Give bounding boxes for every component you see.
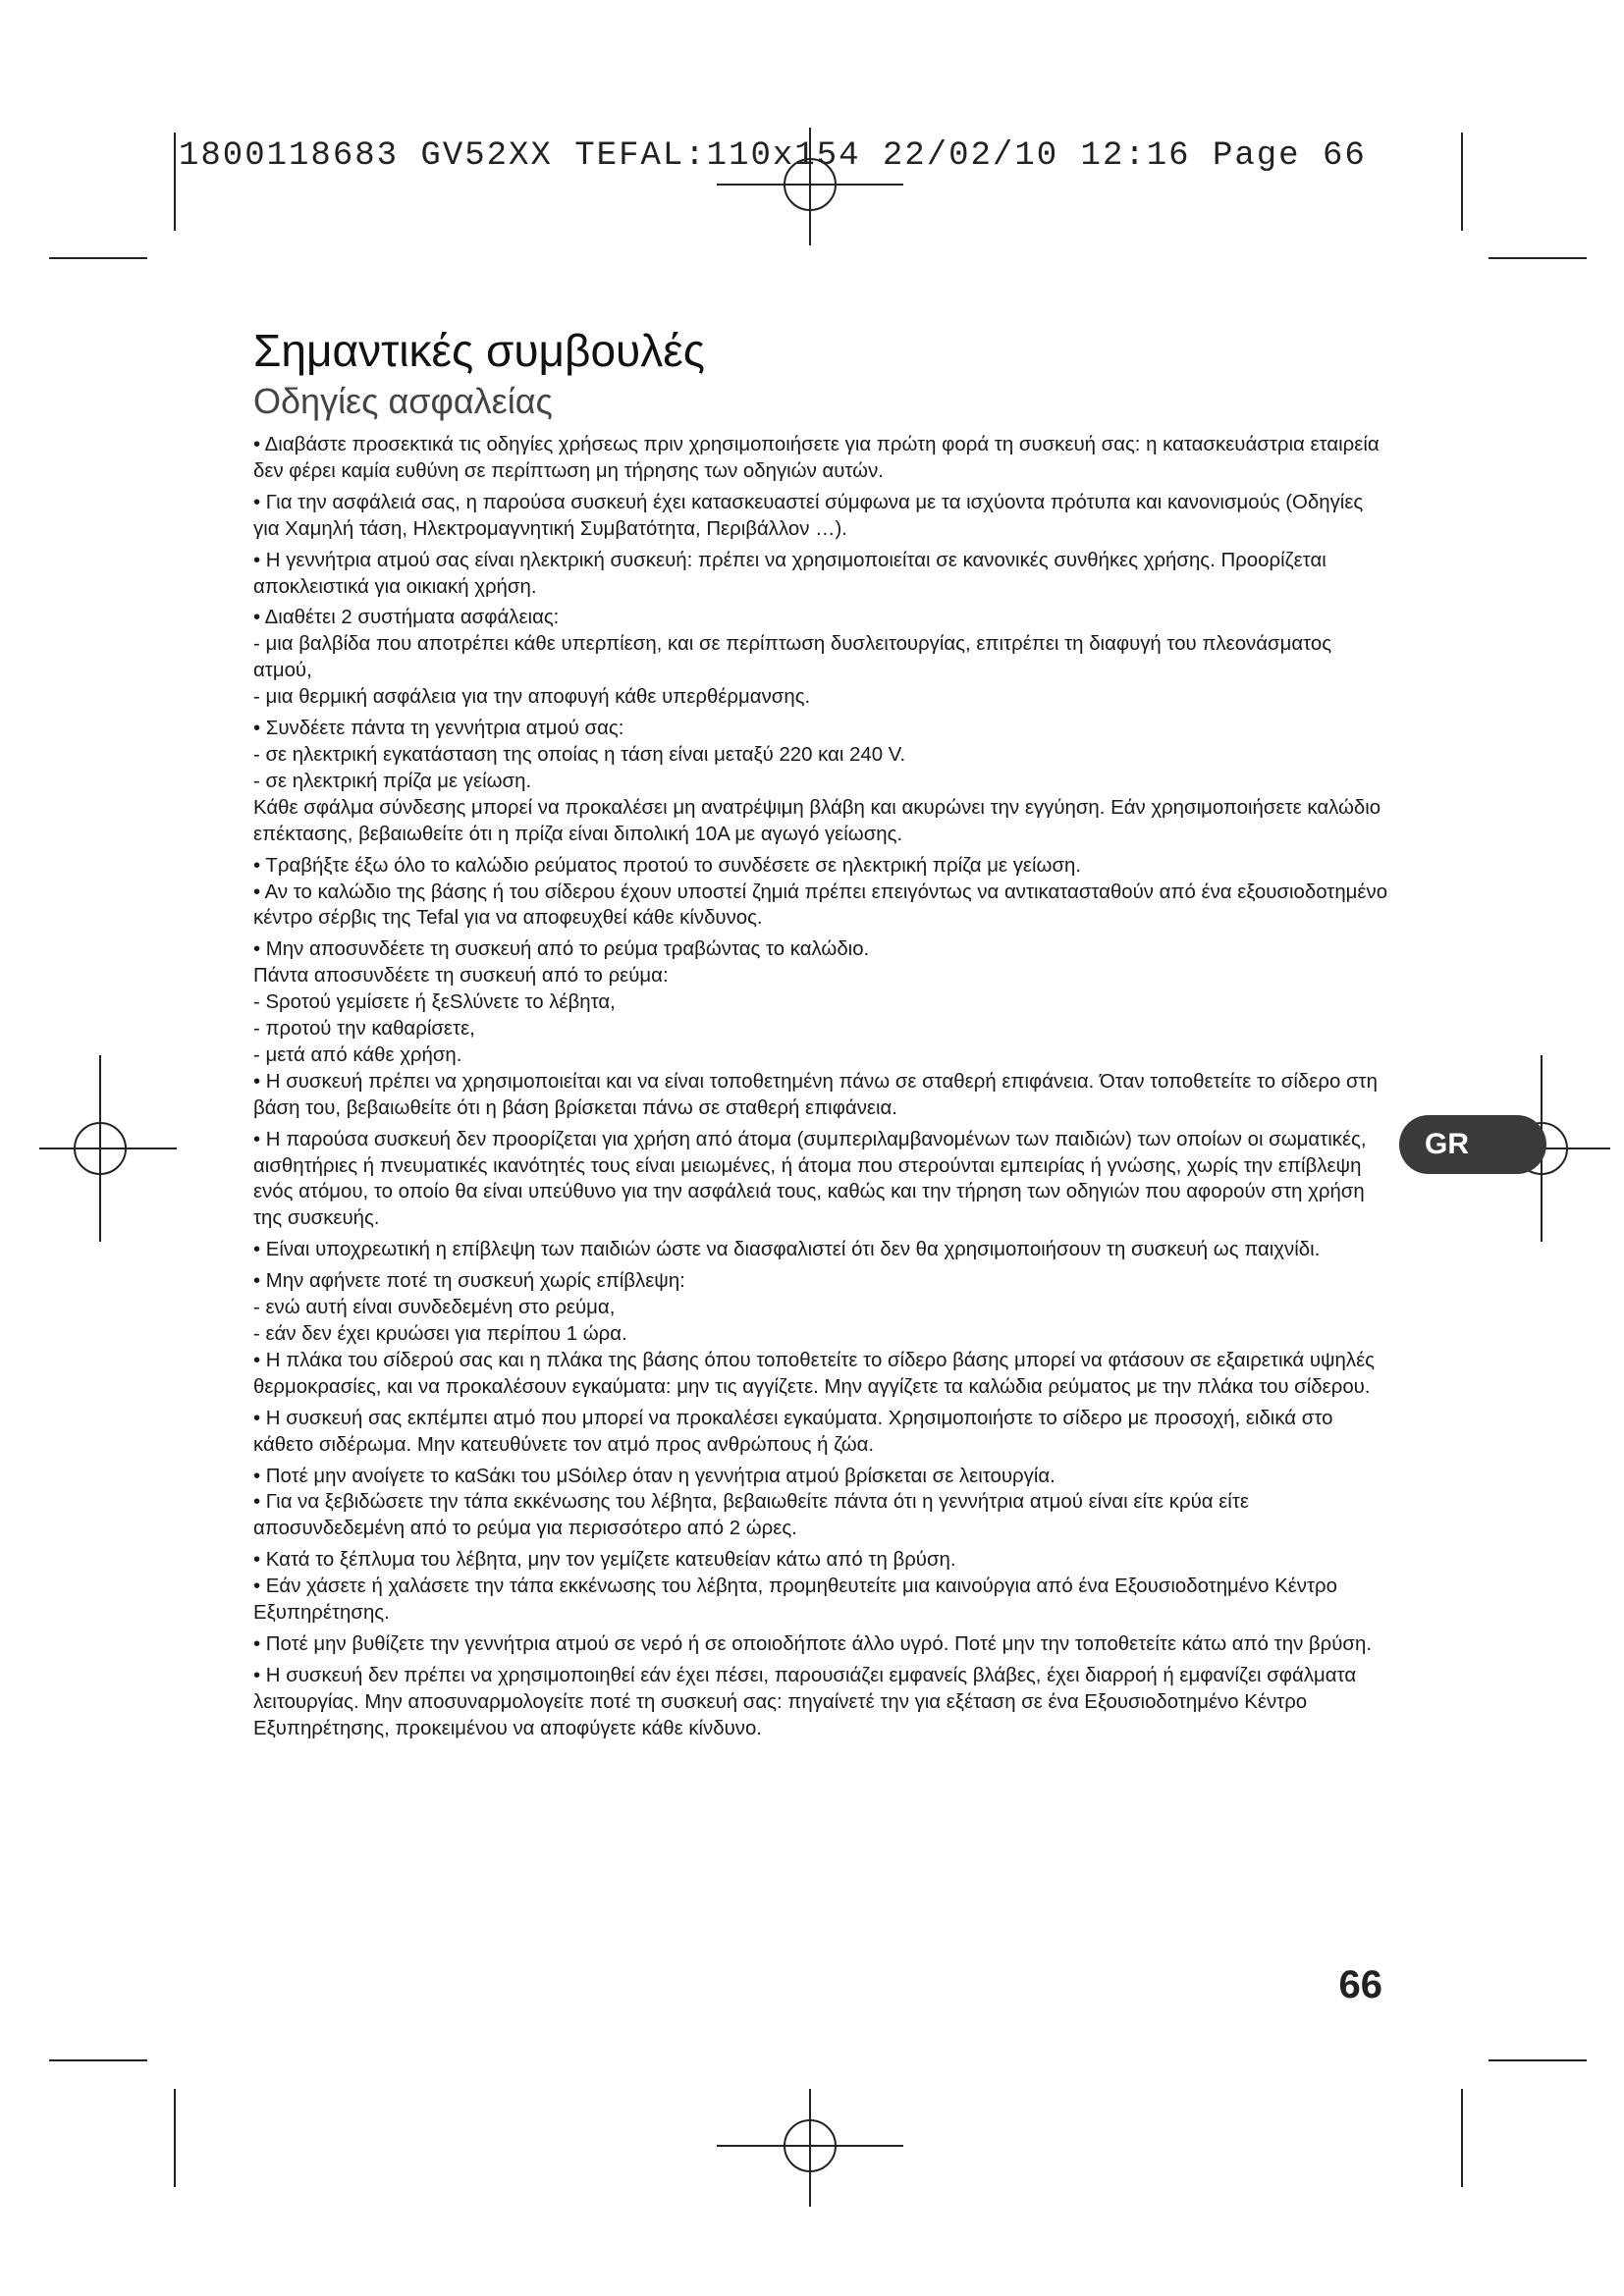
instruction-subitem: - μια θερμική ασφάλεια για την αποφυγή κάθε υπερθέρμανσης.: [253, 686, 811, 709]
instruction-paragraph: • Η συσκευή δεν πρέπει να χρησιμοποιηθεί εάν έχει πέσει, παρουσιάζει εμφανείς βλάβες, έχει διαρροή ή εμφανίζει σφάλματα λειτουργίας. Μην αποσυναρμολογείτε ποτέ τη συσκευή σας: πηγαίνετέ την για εξέταση σε ένα Εξουσιοδοτημένο Κέντρο Εξυπηρέτησης, προκειμένου να αποφύγετε κάθε κίνδυνο.: [253, 1664, 1357, 1739]
instruction-paragraph: • Μην αφήνετε ποτέ τη συσκευή χωρίς επίβλεψη:: [253, 1270, 685, 1293]
instruction-subitem: Πάντα αποσυνδέετε τη συσκευή από το ρεύμα:: [253, 965, 669, 988]
registration-mark-bottom-icon: [717, 2079, 903, 2216]
instruction-paragraph: • Για την ασφάλειά σας, η παρούσα συσκευή έχει κατασκευαστεί σύμφωνα με τα ισχύοντα πρότυπα και κανονισμούς (Οδηγίες για Χαμηλή τάση, Ηλεκτρομαγνητική Συμβατότητα, Περιβάλλον …).: [253, 491, 1364, 540]
crop-mark-top-right-vertical: [1461, 133, 1463, 231]
crop-mark-top-left-horizontal: [49, 257, 147, 259]
instruction-subitem: - σε ηλεκτρική πρίζα με γείωση.: [253, 770, 532, 792]
instruction-paragraph: • Διαθέτει 2 συστήματα ασφάλειας:: [253, 607, 560, 629]
instruction-paragraph: • Αν το καλώδιο της βάσης ή του σίδερου έχουν υποστεί ζημιά πρέπει επειγόντως να αντικατασταθούν από ένα εξουσιοδοτημένο κέντρο σέρβις της Tefal για να αποφευχθεί κάθε κίνδυνος.: [253, 881, 1388, 930]
instruction-subitem: - μετά από κάθε χρήση.: [253, 1043, 462, 1066]
safety-instructions: [253, 432, 1392, 1747]
instruction-paragraph: • Κατά το ξέπλυμα του λέβητα, μην τον γεμίζετε κατευθείαν κάτω από τη βρύση.: [253, 1549, 956, 1572]
instruction-paragraph: • Για να ξεβιδώσετε την τάπα εκκένωσης του λέβητα, βεβαιωθείτε πάντα ότι η γεννήτρια ατμού είναι είτε κρύα είτε αποσυνδεδεμένη από το ρεύμα για περισσότερο από 2 ώρες.: [253, 1491, 1249, 1540]
crop-mark-bottom-right-horizontal: [1489, 2059, 1587, 2061]
instruction-paragraph: • Η συσκευή πρέπει να χρησιμοποιείται και να είναι τοποθετημένη πάνω σε σταθερή επιφάνεια. Όταν τοποθετείτε το σίδερο στη βάση του, βεβαιωθείτε ότι η βάση βρίσκεται πάνω σε σταθερή επιφάνεια.: [253, 1070, 1378, 1119]
page-number: 66: [1338, 1963, 1382, 2006]
instruction-subitem: Κάθε σφάλμα σύνδεσης μπορεί να προκαλέσει μη ανατρέψιμη βλάβη και ακυρώνει την εγγύηση. Εάν χρησιμοποιήσετε καλώδιο επέκτασης, βεβαιωθείτε ότι η πρίζα είναι διπολική 10A με αγωγό γείωσης.: [253, 796, 1381, 845]
instruction-paragraph: • Διαβάστε προσεκτικά τις οδηγίες χρήσεως πριν χρησιμοποιήσετε για πρώτη φορά τη συσκευή σας: η κατασκευάστρια εταιρεία δεν φέρει καμία ευθύνη σε περίπτωση μη τήρησης των οδηγιών αυτών.: [253, 434, 1380, 482]
instruction-paragraph: • Η παρούσα συσκευή δεν προορίζεται για χρήση από άτομα (συμπεριλαμβανομένων των παιδιών) των οποίων οι σωματικές, αισθητήριες ή πνευματικές ικανότητές τους είναι μειωμένες, ή άτομα που στερούνται εμπειρίας ή γνώσης, χωρίς την επίβλεψη ενός ατόμου, το οποίο θα είναι υπεύθυνο για την ασφάλειά τους, καθώς και την τήρηση των οδηγιών που αφορούν στη χρήση της συσκευής.: [253, 1128, 1367, 1230]
print-header: 1800118683 GV52XX TEFAL:110x154 22/02/10 12:16 Page 66: [179, 137, 1367, 175]
instruction-paragraph: • Η πλάκα του σίδερού σας και η πλάκα της βάσης όπου τοποθετείτε το σίδερο βάσης μπορεί να φτάσουν σε εξαιρετικά υψηλές θερμοκρασίες, και να προκαλέσουν εγκαύματα: μην τις αγγίζετε. Μην αγγίζετε τα καλώδια ρεύματος με την πλάκα του σίδερου.: [253, 1349, 1376, 1398]
instruction-paragraph: • Συνδέετε πάντα τη γεννήτρια ατμού σας:: [253, 718, 624, 740]
crop-mark-bottom-right-vertical: [1461, 2089, 1463, 2187]
crop-mark-bottom-left-vertical: [174, 2089, 176, 2187]
instruction-subitem: - μια βαλβίδα που αποτρέπει κάθε υπερπίεση, και σε περίπτωση δυσλειτουργίας, επιτρέπει τη διαφυγή του πλεονάσματος ατμού,: [253, 633, 1332, 682]
instruction-subitem: - εάν δεν έχει κρυώσει για περίπου 1 ώρα.: [253, 1323, 627, 1345]
instruction-paragraph: • Μην αποσυνδέετε τη συσκευή από το ρεύμα τραβώντας το καλώδιο.: [253, 938, 870, 961]
instruction-subitem: - Sροτού γεμίσετε ή ξεSλύνετε το λέβητα,: [253, 991, 616, 1014]
registration-mark-left-icon: [39, 1055, 177, 1242]
instruction-paragraph: • Η συσκευή σας εκπέμπει ατμό που μπορεί να προκαλέσει εγκαύματα. Χρησιμοποιήστε το σίδερο με προσοχή, ειδικά στο κάθετο σιδέρωμα. Μην κατευθύνετε τον ατμό προς ανθρώπους ή ζώα.: [253, 1407, 1333, 1456]
instruction-paragraph: • Είναι υποχρεωτική η επίβλεψη των παιδιών ώστε να διασφαλιστεί ότι δεν θα χρησιμοποιήσουν τη συσκευή ως παιχνίδι.: [253, 1239, 1321, 1261]
instruction-paragraph: • Ποτέ μην βυθίζετε την γεννήτρια ατμού σε νερό ή σε οποιοδήποτε άλλο υγρό. Ποτέ μην την τοποθετείτε κάτω από την βρύση.: [253, 1632, 1372, 1655]
crop-mark-top-right-horizontal: [1489, 257, 1587, 259]
instruction-subitem: - ενώ αυτή είναι συνδεδεμένη στο ρεύμα,: [253, 1297, 616, 1319]
page-title: Σημαντικές συμβουλές: [253, 325, 705, 376]
instruction-paragraph: • Εάν χάσετε ή χαλάσετε την τάπα εκκένωσης του λέβητα, προμηθευτείτε μια καινούργια από ένα Εξουσιοδοτημένο Κέντρο Εξυπηρέτησης.: [253, 1575, 1337, 1625]
instruction-subitem: - προτού την καθαρίσετε,: [253, 1018, 475, 1041]
instruction-paragraph: • Η γεννήτρια ατμού σας είναι ηλεκτρική συσκευή: πρέπει να χρησιμοποιείται σε κανονικές συνθήκες χρήσης. Προορίζεται αποκλειστικά για οικιακή χρήση.: [253, 549, 1326, 598]
instruction-paragraph: • Τραβήξτε έξω όλο το καλώδιο ρεύματος προτού το συνδέσετε σε ηλεκτρική πρίζα με γείωση.: [253, 854, 1082, 877]
instruction-subitem: - σε ηλεκτρική εγκατάσταση της οποίας η τάση είναι μεταξύ 220 και 240 V.: [253, 743, 906, 766]
crop-mark-top-left-vertical: [174, 133, 176, 231]
section-subtitle: Οδηγίες ασφαλείας: [253, 381, 553, 421]
crop-mark-bottom-left-horizontal: [49, 2059, 147, 2061]
language-tab: GR: [1399, 1115, 1546, 1174]
instruction-paragraph: • Ποτέ μην ανοίγετε το καSάκι του μSόιλερ όταν η γεννήτρια ατμού βρίσκεται σε λειτουργία.: [253, 1465, 1056, 1487]
